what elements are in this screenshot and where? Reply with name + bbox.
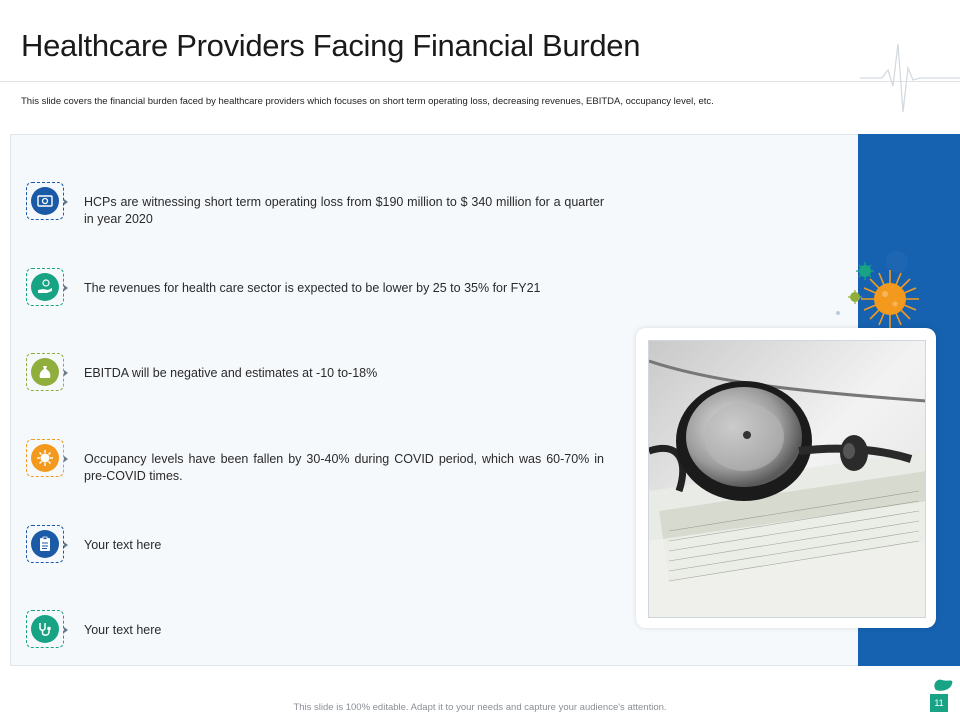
hand-money-icon [36, 278, 54, 296]
list-item-placeholder-2 [26, 610, 604, 648]
icon-frame [26, 353, 64, 391]
list-item-operating-loss [26, 182, 604, 228]
virus-icon [35, 448, 55, 468]
title-divider [0, 81, 960, 82]
stethoscope-money-photo [648, 340, 926, 618]
page-title: Healthcare Providers Facing Financial Burden [21, 28, 641, 63]
list-item-ebitda [26, 353, 604, 391]
item-text: Occupancy levels have been fallen by 30-40% during COVID period, which was 60-70% in pre-COVID times. [84, 452, 604, 483]
stethoscope-icon [36, 620, 54, 638]
money-bag-icon [36, 363, 54, 381]
list-item-occupancy [26, 439, 604, 485]
slide-subtitle: This slide covers the financial burden faced by healthcare providers which focuses on short term operating loss, decreasing revenues, EBITDA, occupancy level, etc. [21, 96, 714, 107]
icon-frame [26, 439, 64, 477]
item-text: HCPs are witnessing short term operating loss from $190 million to $ 340 million for a quarter in year 2020 [84, 195, 604, 226]
icon-frame [26, 268, 64, 306]
item-text: Your text here [84, 623, 162, 637]
clipboard-icon [36, 535, 54, 553]
item-text: EBITDA will be negative and estimates at -10 to-18% [84, 366, 378, 380]
icon-frame [26, 525, 64, 563]
heartbeat-icon [860, 40, 960, 115]
icon-frame [26, 182, 64, 220]
item-text: The revenues for health care sector is expected to be lower by 25 to 35% for FY21 [84, 281, 541, 295]
money-bill-icon [36, 192, 54, 210]
footer-note: This slide is 100% editable. Adapt it to your needs and capture your audience's attention. [293, 702, 667, 713]
list-item-placeholder-1 [26, 525, 604, 563]
virus-cluster-icon [835, 240, 925, 330]
list-item-revenues [26, 268, 604, 306]
icon-frame [26, 610, 64, 648]
page-number: 11 [930, 694, 948, 712]
item-text: Your text here [84, 538, 162, 552]
